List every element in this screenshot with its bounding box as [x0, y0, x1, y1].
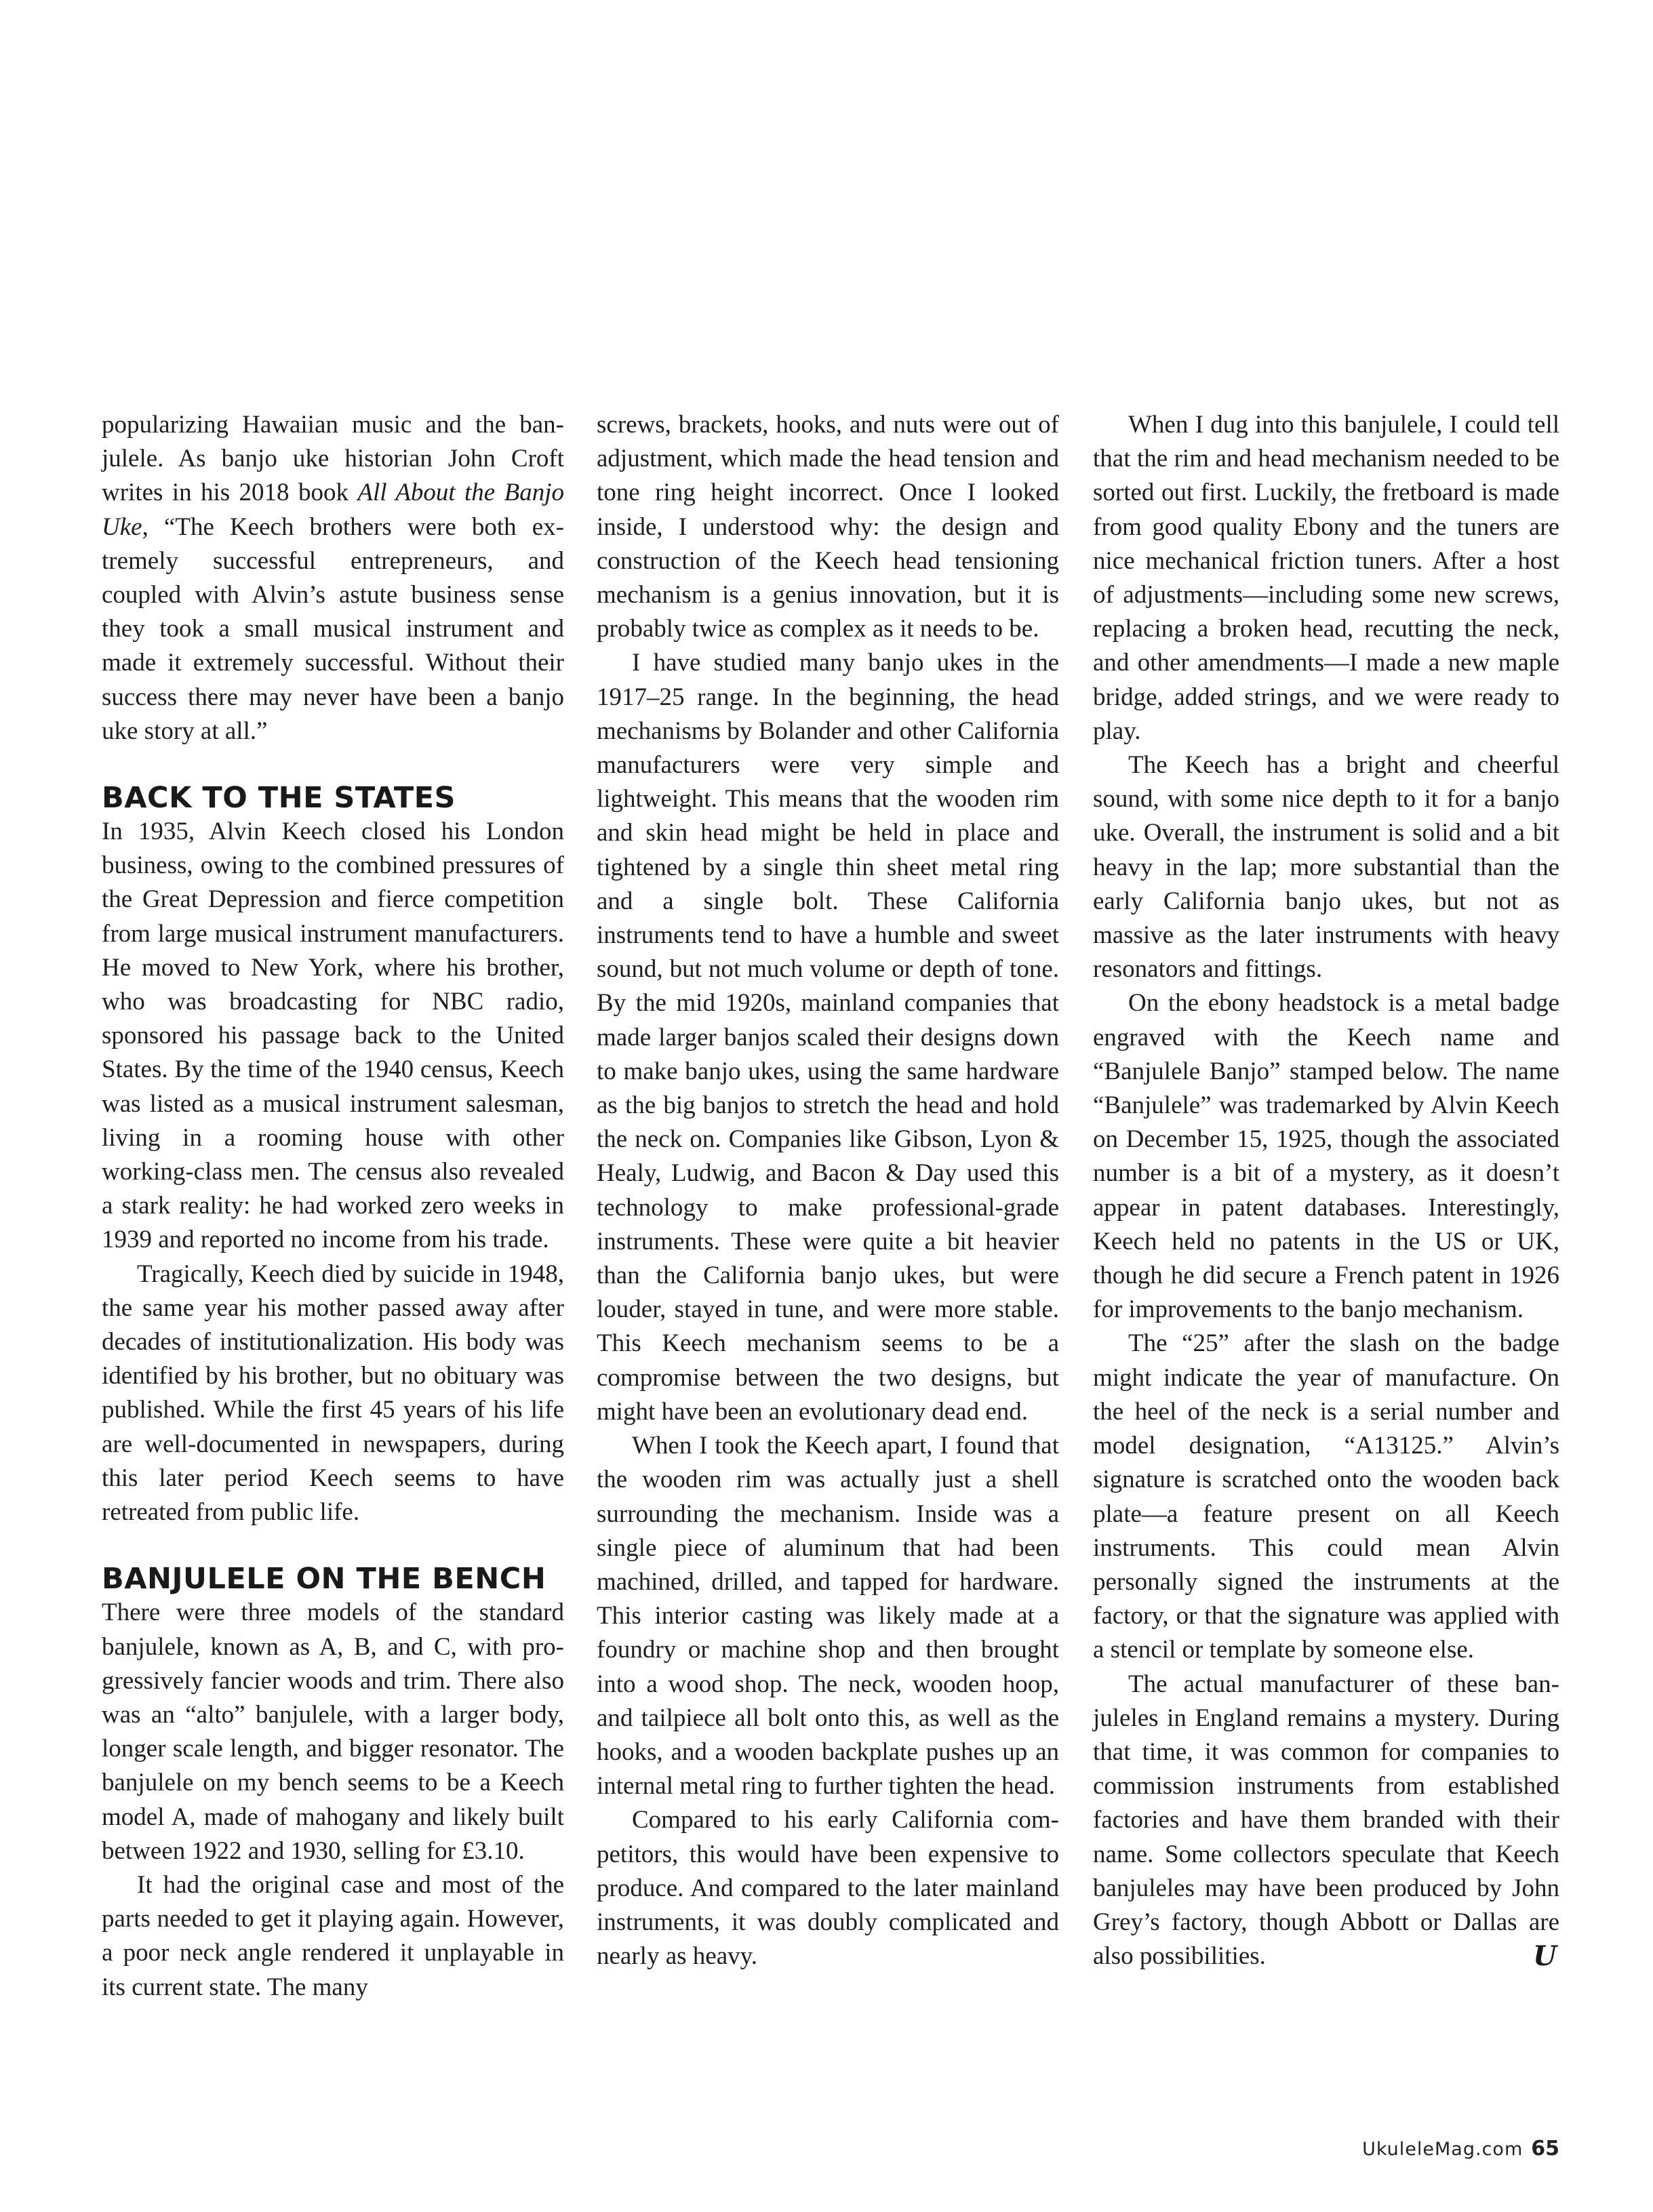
paragraph: screws, brackets, hooks, and nuts were out of adjustment, which made the head tension and tone ring height incorrect. Once I looked inside, I understood why: the design and construction of the Keech head tensioning mechanism is a genius innovation, but it is probably twice as complex as it needs to be. — [597, 411, 1059, 643]
paragraph: Tragically, Keech died by suicide in 1948, the same year his mother passed away after decades of institutionalization. His body was identified by his brother, but no obituary was published. While the first 45 years of his life are well-documented in newspapers, during this later period Keech seems to have retreated from public life. — [102, 1260, 564, 1527]
book-title: All About the Banjo Uke — [102, 479, 564, 541]
paragraph: In 1935, Alvin Keech closed his London business, owing to the combined pressures of the Great Depression and fierce competition from large musical instrument manufacturers. He moved to New York, where his brother, who was broadcasting for NBC radio, sponsored his passage back to the United States. By the time of the 1940 census, Keech was listed as a musical instrument salesman, living in a rooming house with other working-class men. The census also revealed a stark reality: he had worked zero weeks in 1939 and reported no income from his trade. — [102, 818, 564, 1254]
paragraph: On the ebony headstock is a metal badge engraved with the Keech name and “Banjulele Banjo” stamped below. The name “Banjulele” was trademarked by Alvin Keech on December 15, 1925, though the associated number is a bit of a mystery, as it doesn’t appear in patent databases. Interestingly, Keech held no patents in the US or UK, though he did secure a French patent in 1926 for improvements to the banjo mechanism. — [1093, 989, 1559, 1324]
paragraph: The actual manufacturer of these banjuleles in England remains a mystery. During that time, it was common for companies to commission instruments from established factories and have them branded with their name. Some collectors speculate that Keech banjuleles may have been produced by John Grey’s factory, though Abbott or Dallas are also possibilities. U — [1093, 1670, 1559, 1973]
site-url: UkuleleMag.com — [1362, 2139, 1523, 2160]
paragraph: The “25” after the slash on the badge might indicate the year of manufacture. On the heel of the neck is a serial number and model designation, “A13125.” Alvin’s signature is scratched onto the wooden back plate—a feature present on all Keech instruments. This could mean Alvin personally signed the instruments at the factory, or that the signature was applied with a stencil or template by someone else. — [1093, 1329, 1559, 1664]
article-column-3 — [1093, 408, 1559, 1973]
section-heading-back-to-the-states: BACK TO THE STATES — [102, 781, 456, 816]
paragraph: It had the original case and most of the parts needed to get it playing again. However, a poor neck angle rendered it unplayable in its current state. The many — [102, 1870, 564, 2001]
article-column-1 — [102, 408, 564, 2005]
section-heading-banjulele-on-the-bench: BANJULELE ON THE BENCH — [102, 1562, 546, 1596]
page-number: 65 — [1531, 2137, 1559, 2160]
article-column-2 — [597, 408, 1059, 1973]
ukulele-logo-end-mark-icon: U — [1533, 1940, 1557, 1973]
page-footer — [1362, 2137, 1559, 2160]
paragraph: popularizing Hawaiian music and the banjulele. As banjo uke historian John Croft writes in his 2018 book All About the Banjo Uke, “The Keech brothers were both extremely successful entrepreneurs, and coupled with Alvin’s astute business sense they took a small musical instrument and made it extremely successful. Without their success there may never have been a banjo uke story at all.” — [102, 411, 564, 745]
paragraph: There were three models of the standard banjulele, known as A, B, and C, with progressively fancier woods and trim. There also was an “alto” banjulele, with a larger body, longer scale length, and bigger resonator. The banjulele on my bench seems to be a Keech model A, made of mahogany and likely built between 1922 and 1930, selling for £3.10. — [102, 1598, 564, 1865]
paragraph: I have studied many banjo ukes in the 1917–25 range. In the beginning, the head mechanisms by Bolander and other California manufacturers were very simple and lightweight. This means that the wooden rim and skin head might be held in place and tightened by a single thin sheet metal ring and a single bolt. These California instruments tend to have a humble and sweet sound, but not much volume or depth of tone. By the mid 1920s, mainland companies that made larger banjos scaled their designs down to make banjo ukes, using the same hardware as the big banjos to stretch the head and hold the neck on. Companies like Gibson, Lyon & Healy, Ludwig, and Bacon & Day used this technology to make professional-grade instruments. These were quite a bit heavier than the California banjo ukes, but were louder, stayed in tune, and were more stable. This Keech mechanism seems to be a compromise between the two designs, but might have been an evolutionary dead end. — [597, 649, 1059, 1426]
paragraph: When I dug into this banjulele, I could tell that the rim and head mechanism needed to be sorted out first. Luckily, the fretboard is made from good quality Ebony and the tuners are nice mechanical friction tuners. After a host of adjustments—including some new screws, replacing a broken head, recutting the neck, and other amendments—I made a new maple bridge, added strings, and we were ready to play. — [1093, 411, 1559, 745]
paragraph: The Keech has a bright and cheerful sound, with some nice depth to it for a banjo uke. Overall, the instrument is solid and a bit heavy in the lap; more substantial than the early California banjo ukes, but not as massive as the later instruments with heavy resonators and fittings. — [1093, 751, 1559, 984]
paragraph: When I took the Keech apart, I found that the wooden rim was actually just a shell surrounding the mechanism. Inside was a single piece of aluminum that had been machined, drilled, and tapped for hardware. This interior casting was likely made at a foundry or machine shop and then brought into a wood shop. The neck, wooden hoop, and tailpiece all bolt onto this, as well as the hooks, and a wooden backplate pushes up an internal metal ring to further tighten the head. — [597, 1432, 1059, 1801]
paragraph: Compared to his early California competitors, this would have been expensive to produce. And compared to the later mainland instruments, it was doubly complicated and nearly as heavy. — [597, 1806, 1059, 1971]
